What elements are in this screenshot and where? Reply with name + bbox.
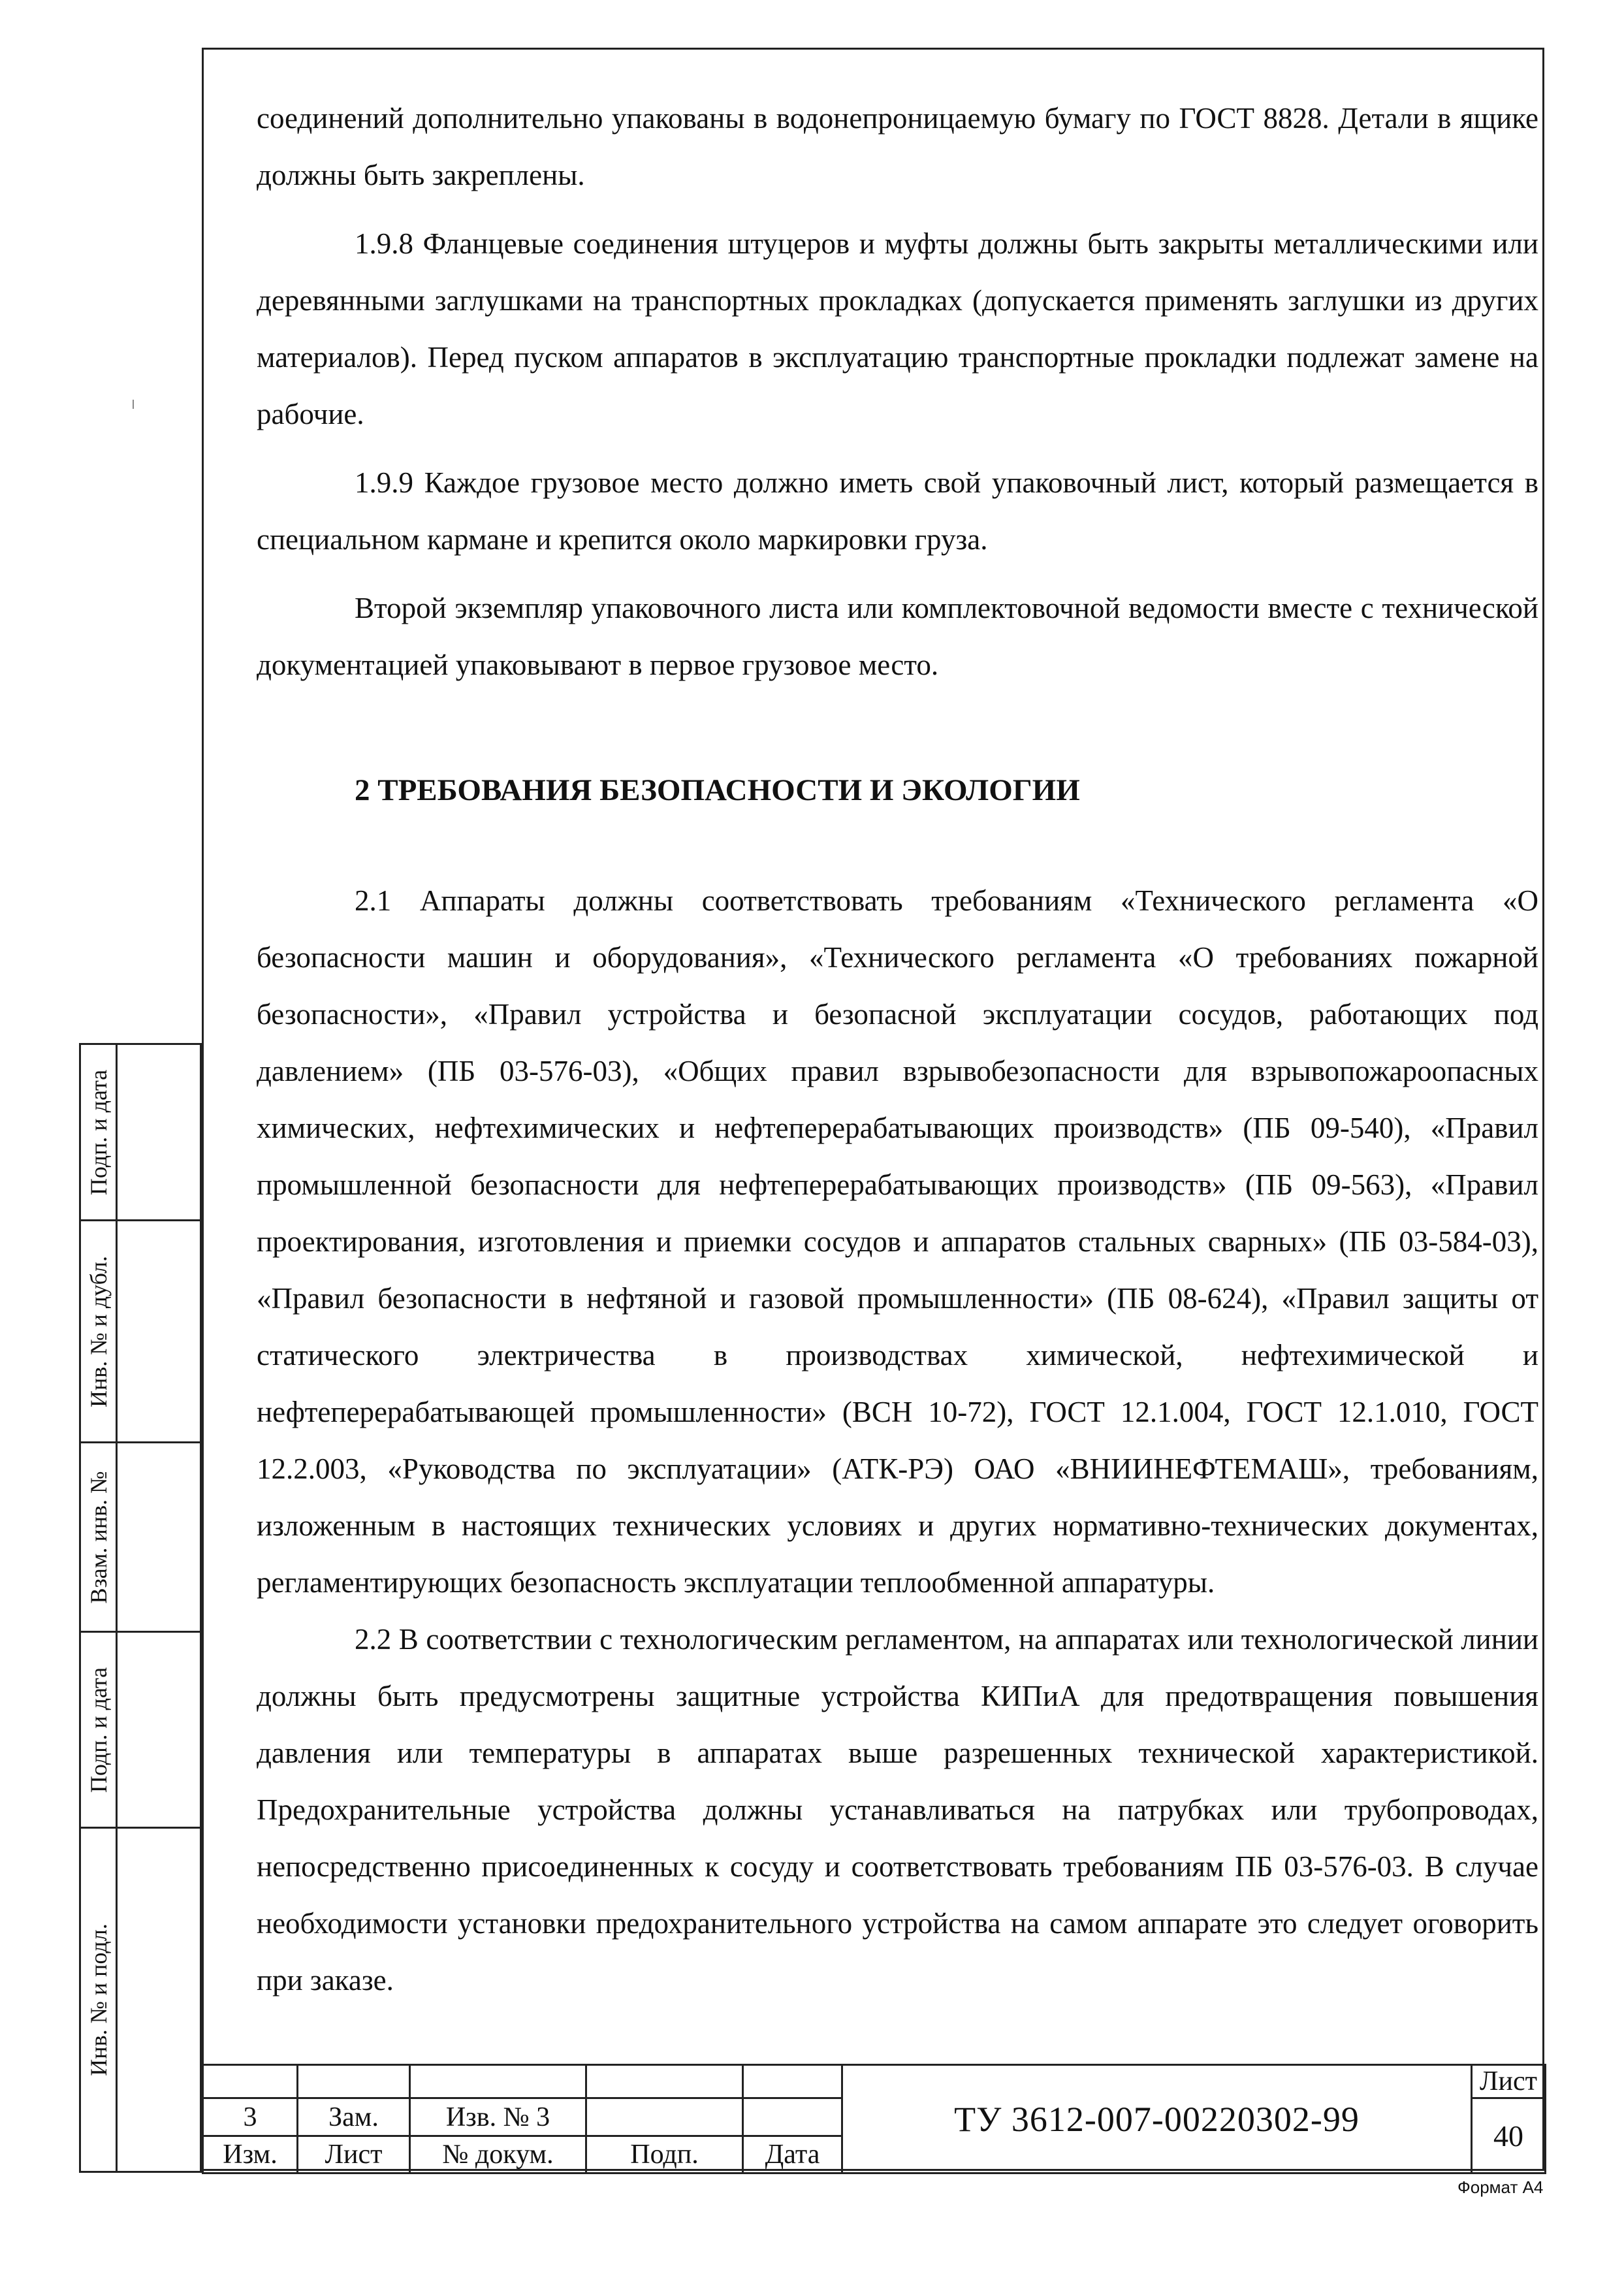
header-doc-number: № докум. (410, 2136, 586, 2173)
header-signature: Подп. (586, 2136, 743, 2173)
side-label-replace-inv: Взам. инв. № (85, 1471, 112, 1603)
side-label-sign-date: Подп. и дата (85, 1069, 112, 1195)
sheet-label: Лист (1472, 2065, 1546, 2098)
paragraph-2-2: 2.2 В соответствии с технологическим регламентом, на аппаратах или технологической линии должны быть предусмотрены защитные устройства КИПиА для предотвращения повышения давления или температуры в аппаратах выше разрешенных технической характеристикой. Предохранительные устройства должны устанавливаться на патрубках или трубопроводах, непосредственно присоединенных к сосуду и соответствовать требованиям ПБ 03-576-03. В случае необходимости установки предохранительного устройства на самом аппарате это следует оговорить при заказе. (257, 1623, 1538, 1996)
side-label-inv-original: Инв. № и подл. (85, 1923, 112, 2076)
section-heading: 2 ТРЕБОВАНИЯ БЕЗОПАСНОСТИ И ЭКОЛОГИИ (355, 773, 1080, 807)
margin-mark (133, 400, 134, 409)
change-type: Зам. (298, 2098, 410, 2136)
document-code: ТУ 3612-007-00220302-99 (842, 2065, 1472, 2173)
paragraph-continuation: соединений дополнительно упакованы в водонепроницаемую бумагу по ГОСТ 8828. Детали в ящике должны быть закреплены. (257, 102, 1538, 191)
title-block (202, 2064, 1544, 2171)
side-label-inv-dup: Инв. № и дубл. (85, 1255, 112, 1407)
paragraph-2-1: 2.1 Аппараты должны соответствовать требованиям «Технического регламента «О безопасности машин и оборудования», «Технического регламента «О требованиях пожарной безопасности», «Правил устройства и безопасной эксплуатации сосудов, работающих под давлением» (ПБ 03-576-03), «Общих правил взрывобезопасности для взрывопожароопасных химических, нефтехимических и нефтеперерабатывающих производств» (ПБ 09-540), «Правил промышленной безопасности для нефтеперерабатывающих производств» (ПБ 09-563), «Правил проектирования, изготовления и приемки сосудов и аппаратов стальных сварных» (ПБ 03-584-03), «Правил безопасности в нефтяной и газовой промышленности» (ПБ 08-624), «Правил защиты от статического электричества в производствах химической, нефтехимической и нефтеперерабатывающей промышленности» (ВСН 10-72), ГОСТ 12.1.004, ГОСТ 12.1.010, ГОСТ 12.2.003, «Руководства по эксплуатации» (АТК-РЭ) ОАО «ВНИИНЕФТЕМАШ», требованиям, изложенным в настоящих технических условиях и других нормативно-технических документах, регламентирующих безопасность эксплуатации теплообменной аппаратуры. (257, 884, 1538, 1599)
document-body (257, 90, 1538, 2009)
paragraph-1-9-8: 1.9.8 Фланцевые соединения штуцеров и муфты должны быть закрыты металлическими или деревянными заглушками на транспортных прокладках (допускается применять заглушки из других материалов). Перед пуском аппаратов в эксплуатацию транспортные прокладки подлежат замене на рабочие. (257, 227, 1538, 430)
change-doc: Изв. № 3 (410, 2098, 586, 2136)
paragraph-1-9-9: 1.9.9 Каждое грузовое место должно иметь свой упаковочный лист, который размещается в специальном кармане и крепится около маркировки груза. (257, 466, 1538, 556)
side-stamp (79, 1043, 202, 2171)
paragraph-second-copy: Второй экземпляр упаковочного листа или комплектовочной ведомости вместе с технической документацией упаковывают в первое грузовое место. (257, 592, 1538, 681)
format-label: Формат А4 (1457, 2177, 1544, 2197)
header-change: Изм. (203, 2136, 298, 2173)
header-sheet: Лист (298, 2136, 410, 2173)
header-date: Дата (743, 2136, 842, 2173)
change-number: 3 (203, 2098, 298, 2136)
sheet-number: 40 (1472, 2098, 1546, 2173)
side-label-sign-date-2: Подп. и дата (85, 1667, 112, 1793)
